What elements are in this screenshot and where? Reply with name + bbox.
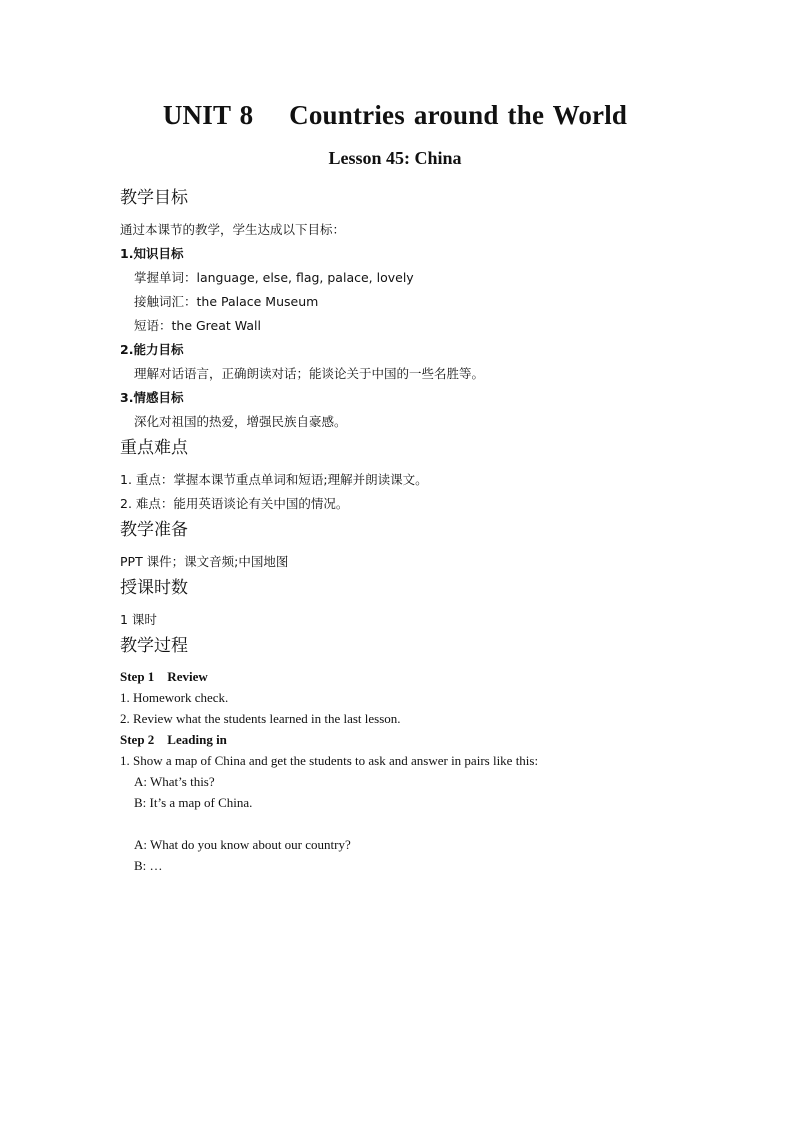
knowledge-item: 短语：the Great Wall	[134, 318, 261, 333]
dialogue-line: A: What do you know about our country?	[134, 837, 351, 852]
dialogue-line: B: …	[134, 858, 163, 873]
key-point-item: 2. 难点：能用英语谈论有关中国的情况。	[120, 496, 349, 511]
knowledge-item: 接触词汇：the Palace Museum	[134, 294, 319, 309]
dialogue-line: B: It’s a map of China.	[134, 795, 253, 810]
section-heading-duration: 授课时数	[120, 578, 188, 598]
knowledge-item: 掌握单词：language, else, flag, palace, lovely	[134, 270, 414, 285]
emotion-objective-label: 3.情感目标	[120, 390, 184, 405]
preparation-text: PPT 课件；课文音频;中国地图	[120, 554, 289, 569]
ability-objective-label: 2.能力目标	[120, 342, 184, 357]
section-heading-preparation: 教学准备	[120, 520, 188, 540]
section-heading-key-points: 重点难点	[120, 438, 188, 458]
step2-label: Step 2 Leading in	[120, 732, 227, 747]
ability-objective-text: 理解对话语言，正确朗读对话；能谈论关于中国的一些名胜等。	[134, 366, 485, 381]
key-point-item: 1. 重点：掌握本课节重点单词和短语;理解并朗读课文。	[120, 472, 428, 487]
step2-item: 1. Show a map of China and get the students to ask and answer in pairs like this:	[120, 753, 539, 768]
section-heading-objectives: 教学目标	[120, 188, 188, 208]
section-heading-process: 教学过程	[120, 636, 188, 656]
emotion-objective-text: 深化对祖国的热爱，增强民族自豪感。	[134, 414, 347, 429]
document-body	[120, 186, 740, 876]
knowledge-objective-label: 1.知识目标	[120, 246, 184, 261]
step1-label: Step 1 Review	[120, 669, 208, 684]
dialogue-line: A: What’s this?	[134, 774, 215, 789]
duration-text: 1 课时	[120, 612, 157, 627]
objectives-intro: 通过本课节的教学，学生达成以下目标：	[120, 222, 346, 237]
step1-item: 1. Homework check.	[120, 690, 229, 705]
step1-item: 2. Review what the students learned in the last lesson.	[120, 711, 401, 726]
lesson-title: Lesson 45: China	[328, 148, 462, 168]
unit-title: UNIT 8 Countries around the World	[162, 100, 628, 130]
